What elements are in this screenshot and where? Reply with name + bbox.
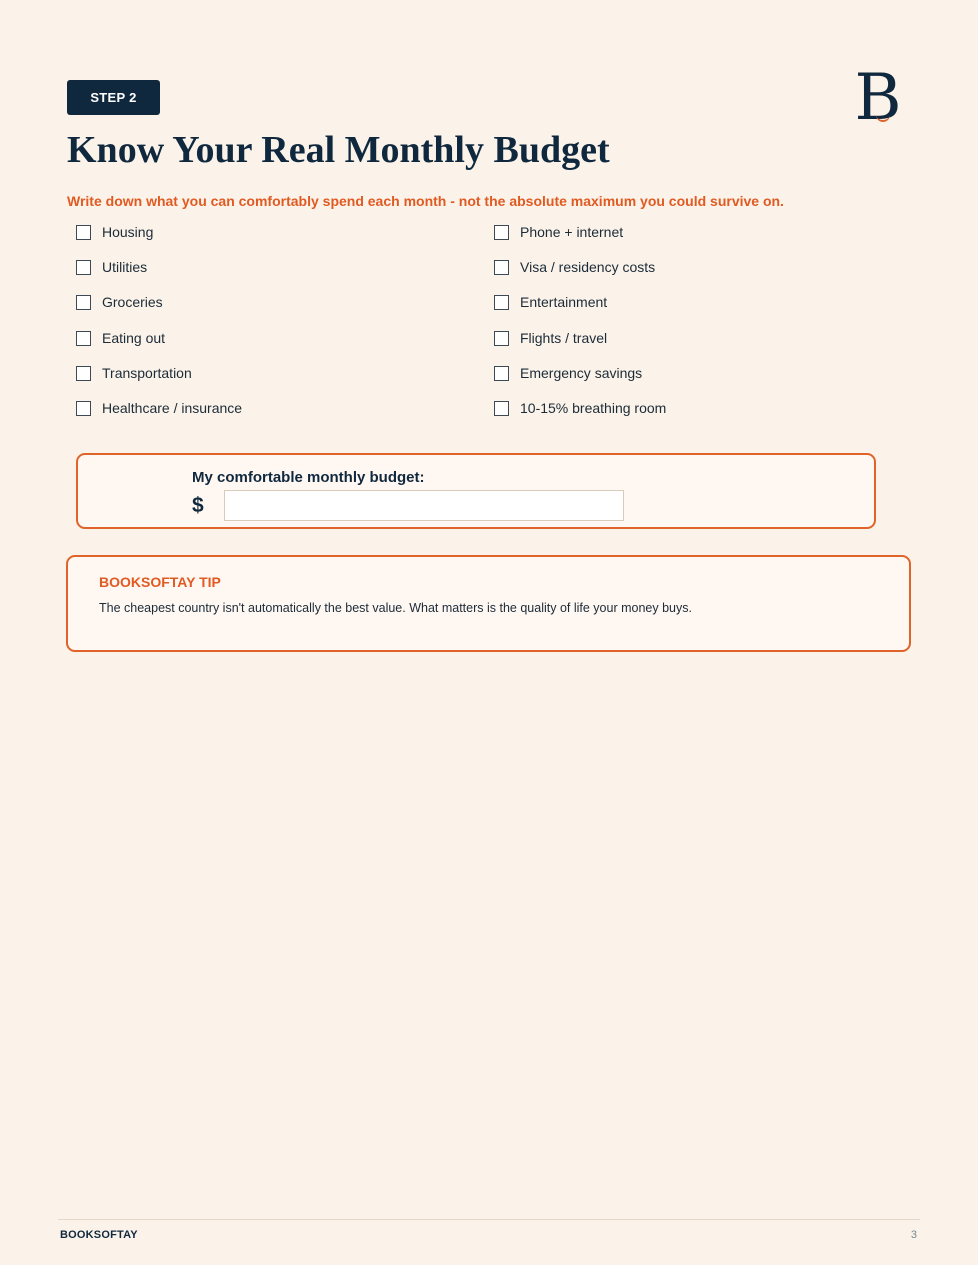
tip-text: The cheapest country isn't automatically the best value. What matters is the quality of life your money buys. [99, 601, 692, 615]
checklist-item-label: Groceries [102, 294, 163, 311]
checklist-item-label: Entertainment [520, 294, 608, 311]
checklist-item-eating-out[interactable] [76, 328, 456, 363]
checklist-item-visa-residency[interactable] [494, 257, 874, 292]
checklist-item-label: Flights / travel [520, 329, 608, 346]
checklist-item-emergency-savings[interactable] [494, 363, 874, 398]
brand-logo: B [854, 61, 902, 135]
checkbox[interactable] [76, 260, 91, 275]
checklist-item-label: 10-15% breathing room [520, 399, 667, 416]
checkbox[interactable] [76, 225, 91, 240]
checklist-item-label: Visa / residency costs [520, 259, 656, 276]
checklist-item-label: Healthcare / insurance [102, 399, 243, 416]
checklist-item-label: Transportation [102, 364, 192, 381]
tip-box [66, 555, 911, 652]
footer-divider [58, 1219, 920, 1220]
checklist-left-column [76, 222, 456, 433]
checklist-right-column [494, 222, 874, 433]
footer-brand: BOOKSOFTAY [60, 1229, 138, 1241]
checklist-item-entertainment[interactable] [494, 292, 874, 327]
checkbox[interactable] [494, 225, 509, 240]
checklist-item-label: Housing [102, 224, 154, 240]
checklist-item-breathing-room[interactable] [494, 398, 874, 433]
budget-input[interactable] [224, 490, 624, 521]
checklist-item-utilities[interactable] [76, 257, 456, 292]
checkbox[interactable] [76, 366, 91, 381]
page-number: 3 [910, 1229, 917, 1241]
tip-title: BOOKSOFTAY TIP [99, 574, 221, 590]
checklist-item-flights-travel[interactable] [494, 328, 874, 363]
checklist-item-label: Eating out [102, 329, 166, 346]
checkbox[interactable] [76, 401, 91, 416]
checklist-item-label: Phone + internet [520, 224, 624, 240]
checklist-item-transportation[interactable] [76, 363, 456, 398]
page-title: Know Your Real Monthly Budget [67, 129, 610, 171]
checkbox[interactable] [494, 295, 509, 310]
intro-text: Write down what you can comfortably spend each month - not the absolute maximum you could survive on. [67, 193, 784, 209]
checkbox[interactable] [494, 260, 509, 275]
checkbox[interactable] [494, 366, 509, 381]
checklist-item-healthcare[interactable] [76, 398, 456, 433]
checkbox[interactable] [76, 331, 91, 346]
checklist-item-label: Utilities [102, 259, 148, 276]
checkbox[interactable] [494, 331, 509, 346]
step-badge: STEP 2 [67, 80, 160, 115]
budget-box [76, 453, 876, 529]
checklist-item-housing[interactable] [76, 222, 456, 257]
currency-symbol: $ [192, 494, 204, 517]
checklist-item-groceries[interactable] [76, 292, 456, 327]
checkbox[interactable] [494, 401, 509, 416]
checklist-item-label: Emergency savings [520, 364, 643, 381]
checklist-item-phone-internet[interactable] [494, 222, 874, 257]
checkbox[interactable] [76, 295, 91, 310]
budget-label: My comfortable monthly budget: [192, 469, 425, 486]
